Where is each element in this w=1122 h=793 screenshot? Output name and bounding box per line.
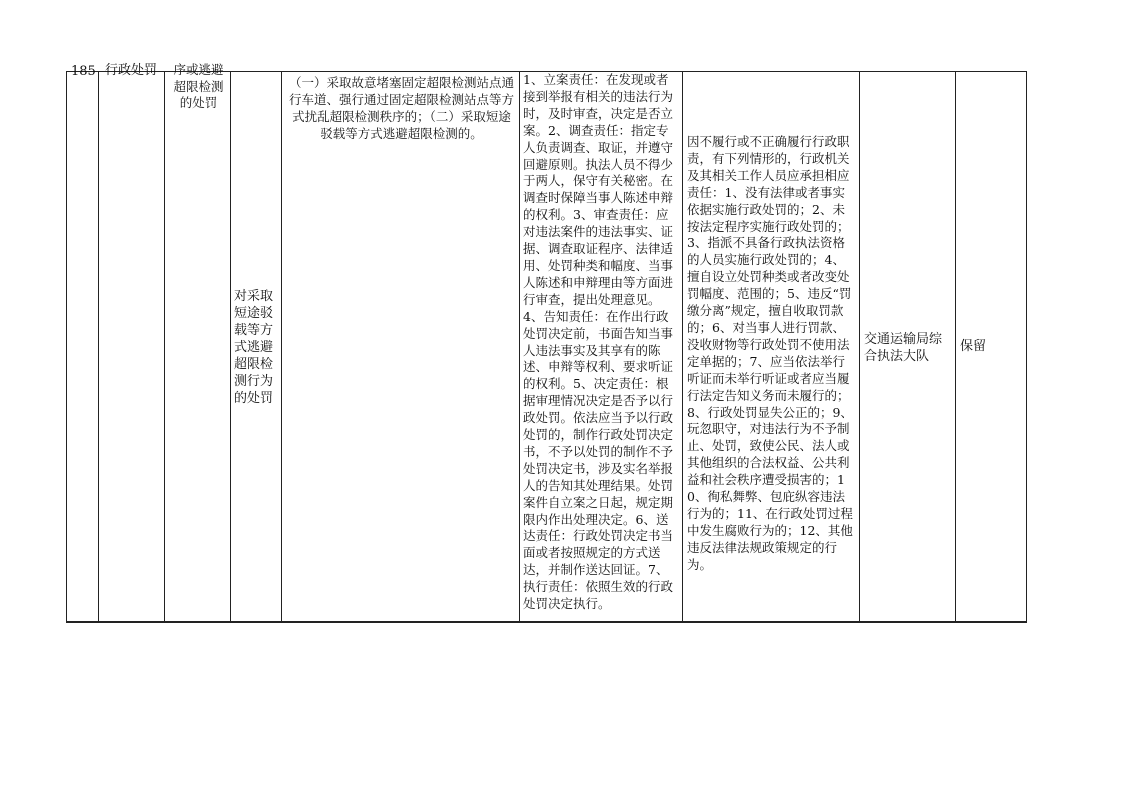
- responsible-department: 交通运输局综合执法大队: [864, 332, 943, 364]
- cell-status: [955, 72, 1027, 621]
- responsibility-items: 1、立案责任：在发现或者接到举报有相关的违法行为时，及时审查，决定是否立案。2、调查责任：指定专人负责调查、取证，并遵守回避原则。执法人员不得少于两人，保守有关秘密。在调查时保障当事人陈述申辩的权利。3、审查责任：应对违法案件的违法事实、证据、调查取证程序、法律适用、处罚种类和幅度、当事人陈述和申辩理由等方面进行审查，提出处理意见。4、告知责任：在作出行政处罚决定前，书面告知当事人违法事实及其享有的陈述、申辩等权利、要求听证的权利。5、决定责任：根据审理情况决定是否予以行政处罚。依法应当予以行政处罚的，制作行政处罚决定书，不予以处罚的制作不予处罚决定书，涉及实名举报人的告知其处理结果。处罚案件自立案之日起，规定期限内作出处理决定。6、送达责任：行政处罚决定书当面或者按照规定的方式送达，并制作送达回证。7、执行责任：依照生效的行政处罚决定执行。: [523, 72, 674, 612]
- cell-category: [98, 63, 164, 621]
- cell-sub-item: [230, 72, 281, 621]
- row-number: 185: [71, 64, 96, 79]
- cell-responsibilities: [519, 72, 682, 621]
- status-text: 保留: [960, 339, 987, 354]
- cell-item-name: [164, 62, 230, 621]
- cell-liability: [682, 72, 859, 621]
- power-category: 行政处罚: [105, 63, 158, 78]
- sub-item-name: 对采取短途驳载等方式逃避超限检测行为的处罚: [234, 289, 274, 406]
- data-table: [66, 62, 1027, 623]
- cell-number: [66, 64, 98, 621]
- implementation-conditions: （一）采取故意堵塞固定超限检测站点通行车道、强行通过固定超限检测站点等方式扰乱超限检测秩序的；（二）采取短途驳载等方式逃避超限检测的。: [288, 75, 514, 141]
- cell-conditions: [281, 72, 519, 621]
- cell-department: [859, 72, 955, 621]
- item-name: 序或逃避超限检测的处罚: [173, 62, 224, 111]
- accountability-situations: 因不履行或不正确履行行政职责，有下列情形的，行政机关及其相关工作人员应承担相应责任：1、没有法律或者事实依据实施行政处罚的；2、未按法定程序实施行政处罚的；3、指派不具备行政执法资格的人员实施行政处罚的；4、擅自设立处罚种类或者改变处罚幅度、范围的；5、违反“罚缴分离”规定，擅自收取罚款的；6、对当事人进行罚款、没收财物等行政处罚不使用法定单据的；7、应当依法举行听证而未举行听证或者应当履行法定告知义务而未履行的；8、行政处罚显失公正的；9、玩忽职守，对违法行为不予制止、处罚，致使公民、法人或其他组织的合法权益、公共利益和社会秩序遭受损害的；10、徇私舞弊、包庇纵容违法行为的；11、在行政处罚过程中发生腐败行为的；12、其他违反法律法规政策规定的行为。: [687, 134, 853, 572]
